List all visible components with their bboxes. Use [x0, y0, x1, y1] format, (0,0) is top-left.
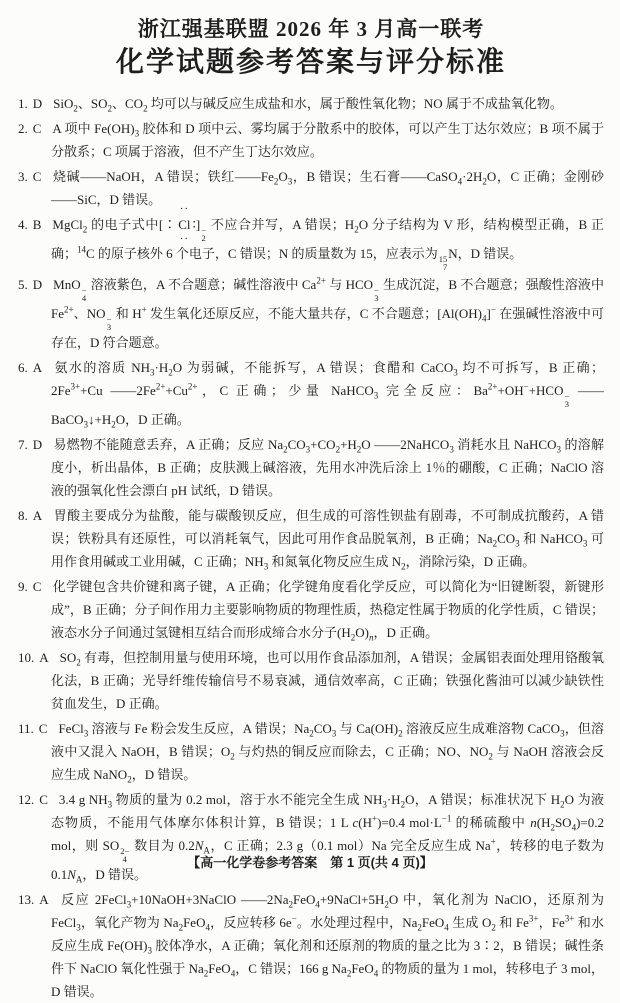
item-explanation: $SO_2$ 有毒，但控制用量与使用环境，也可以用作食品添加剂，A 错误；金属铝表面处理用铬酸氧化法，B 正确；光导纤维传输信号不易衰减，通信效率高，C 正确；铁强化酱油可以减少缺铁性贫血发生，D 正确。	[51, 650, 604, 711]
item-answer: B	[32, 217, 42, 232]
item-answer: C	[32, 169, 42, 184]
item-number: 8.	[18, 508, 28, 523]
item-answer: C	[38, 721, 48, 736]
answer-item-3	[18, 165, 604, 211]
item-number: 12.	[18, 792, 35, 807]
exam-title-line-2: 化学试题参考答案与评分标准	[115, 47, 506, 78]
item-number: 3.	[18, 169, 28, 184]
item-answer: A	[32, 360, 43, 375]
answer-item-1	[18, 92, 604, 115]
item-explanation: 易燃物不能随意丢弃，A 正确；反应 $Na_2CO_3+CO_2+H_2O$ ——2NaHCO$_3$ 消耗水且 NaHCO$_3$ 的溶解度小，析出晶体，B 正确；皮肤溅上碱溶液，先用水冲洗后涂上 1％的硼酸，C 正确；NaClO 溶液的强氧化性会漂白 pH 试纸，D 错误。	[51, 437, 604, 498]
item-explanation: 3.4 g $NH_3$ 物质的量为 0.2 mol，溶于水不能完全生成 $NH_3\cdot H_2O$，A 错误；标准状况下 $H_2O$ 为液态物质，不能用气体摩尔体积计算，B 错误；1 L c(H+)=0.4 $mol\cdot L^{-1}$ 的稀硫酸中 $n(H_2SO_4)=0.2$ mol，则 SO 2− 4 数目为 $0.2N_A$，C 正确；2.3 g（0.1 mol）Na 完全反应生成 Na+，转移的电子数为 $0.1N_A$，D 错误。	[51, 792, 605, 885]
answer-item-4	[18, 203, 604, 272]
item-number: 2.	[18, 121, 28, 136]
answer-item-12	[18, 788, 604, 886]
item-number: 5.	[18, 277, 28, 292]
answer-item-2	[18, 117, 604, 163]
item-explanation: 反应 2FeCl$_3$+10NaOH+3NaClO $——2Na_2FeO_4+9NaCl+5H_2O$ 中，氧化剂为 NaClO，还原剂为 FeCl$_3$，氧化产物为 $Na_2FeO_4$，反应转移 6e−。水处理过程中，$Na_2FeO_4$ 生成 $O_2$ 和 $Fe^{3+}$，$Fe^{3+}$ 和水反应生成 $Fe(OH)_3$ 胶体净水，A 正确；氧化剂和还原剂的物质的量之比为 3∶2，B 错误；碱性条件下 NaClO 氧化性强于 $Na_2FeO_4$，C 错误；166 g $Na_2FeO_4$ 的物质的量为 1 mol，转移电子 3 mol，D 错误。	[51, 892, 604, 999]
item-answer: C	[32, 121, 42, 136]
answer-item-9	[18, 575, 604, 644]
item-answer: D	[32, 437, 43, 452]
item-number: 10.	[18, 650, 35, 665]
item-answer: A	[32, 508, 43, 523]
page-footer: 【高一化学卷参考答案 第 1 页(共 4 页)】	[187, 855, 433, 870]
answer-item-8	[18, 504, 604, 573]
item-explanation: MnO − 4 溶液紫色，A 不合题意；碱性溶液中 $Ca^{2+}$ 与 HCO − 3 生成沉淀，B 不合题意；强酸性溶液中 $Fe^{2+}$、NO − 3 和 H+ 发生氧化还原反应，不能大量共存，C 不合题意；$[Al(OH)_4]^-$ 在强碱性溶液中可存在，D 符合题意。	[51, 275, 604, 350]
item-explanation: 胃酸主要成分为盐酸，能与碳酸钡反应，但生成的可溶性钡盐有剧毒，不可制成抗酸药，A 错误；铁粉具有还原性，可以消耗氧气，因此可用作食品脱氧剂，B 正确；$Na_2CO_3$ 和 NaHCO$_3$ 可用作食用碱或工业用碱，C 正确；$NH_3$ 和氮氧化物反应生成 $N_2$，消除污染，D 正确。	[51, 508, 604, 572]
item-number: 9.	[18, 579, 28, 594]
item-answer: D	[32, 96, 43, 111]
item-explanation: 氨水的溶质 $NH_3\cdot H_2O$ 为弱碱，不能拆写，A 错误；食醋和 CaCO$_3$ 均不可拆写，B 正确；$2Fe^{3+}+Cu$ $——2Fe^{2+}+Cu^{2+}$，C 正确；少量 NaHCO$_3$ 完全反应：$Ba^{2+}+OH^-+HCO$ − 3 $——BaCO_3↓+H_2O$，D 正确。	[51, 360, 605, 430]
item-answer: C	[39, 792, 48, 807]
item-answer: C	[32, 579, 42, 594]
item-answer: A	[39, 892, 49, 907]
answer-item-5	[18, 273, 604, 354]
answer-item-7	[18, 433, 604, 502]
exam-title-line-1: 浙江强基联盟 2026 年 3 月高一联考	[137, 17, 485, 41]
answer-item-13	[18, 888, 604, 1003]
item-explanation: MgCl$_2$ 的电子式中[∶ ·· Cl ·· ∶] − 2 不应合并写，A 错误；$H_2O$ 分子结构为 V 形，结构模型正确，B 正确；$^{14}$C 的原子核外 6 个电子，C 错误；N 的质量数为 15，应表示为 15 7 N，D 错误。	[51, 203, 604, 272]
item-explanation: SiO$_2$、$SO_2$、$CO_2$ 均可以与碱反应生成盐和水，属于酸性氧化物；NO 属于不成盐氧化物。	[53, 96, 563, 114]
item-explanation: A 项中 $Fe(OH)_3$ 胶体和 D 项中云、雾均属于分散系中的胶体，可以产生丁达尔效应；B 项不属于分散系；C 项属于溶液，但不产生丁达尔效应。	[51, 121, 605, 159]
item-number: 13.	[18, 892, 35, 907]
item-answer: A	[39, 650, 49, 665]
item-explanation: FeCl$_3$ 溶液与 Fe 粉会发生反应，A 错误；$Na_2CO_3$ 与 $Ca(OH)_2$ 溶液反应生成难溶物 CaCO$_3$，但溶液中又混入 NaOH，B 错误；$O_2$ 与灼热的铜反应而除去，C 正确；NO、$NO_2$ 与 NaOH 溶液会反应生成 NaNO$_2$，D 错误。	[51, 721, 604, 785]
item-number: 6.	[18, 360, 28, 375]
answer-item-10	[18, 646, 604, 715]
item-number: 7.	[18, 437, 28, 452]
item-explanation: 化学键包含共价键和离子键，A 正确；化学键角度看化学反应，可以简化为“旧键断裂，新键形成”，B 正确；分子间作用力主要影响物质的物理性质，热稳定性属于物质的化学性质，C 错误；液态水分子间通过氢键相互结合而形成缔合水分子$(H_2O)_n$，D 正确。	[51, 579, 604, 643]
item-number: 4.	[18, 217, 28, 232]
item-number: 1.	[18, 96, 28, 111]
item-answer: D	[32, 277, 43, 292]
item-number: 11.	[18, 721, 34, 736]
item-explanation: 烧碱——NaOH，A 错误；铁红$——Fe_2O_3$，B 错误；生石膏$——CaSO_4\cdot 2H_2O$，C 正确；金刚砂——SiC，D 错误。	[51, 169, 605, 207]
answer-item-6	[18, 356, 604, 431]
answer-item-11	[18, 717, 604, 786]
